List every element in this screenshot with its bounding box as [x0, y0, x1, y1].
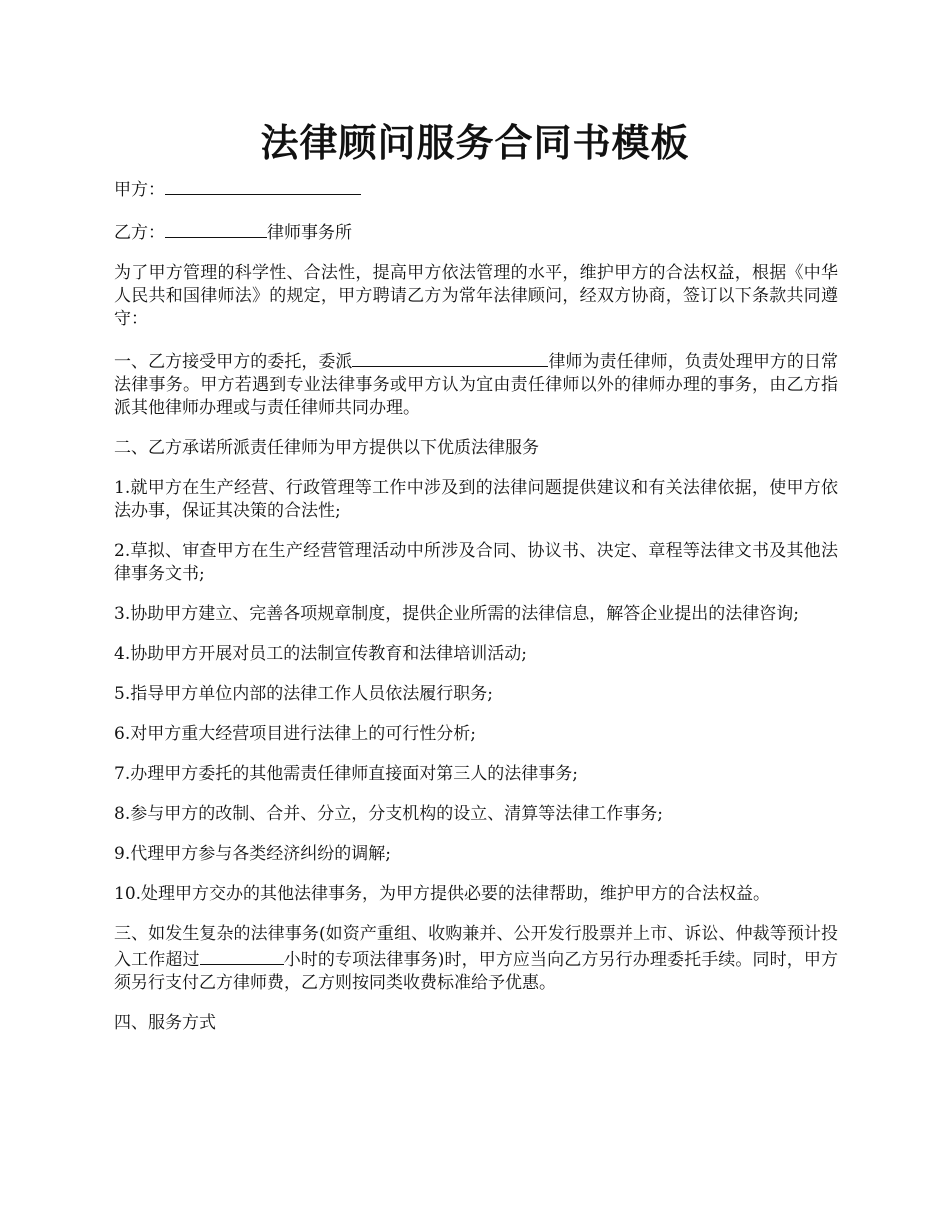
service-item: 1.就甲方在生产经营、行政管理等工作中涉及到的法律问题提供建议和有关法律依据，使甲方依法办事，保证其决策的合法性; [114, 478, 838, 521]
clause-1 [114, 348, 838, 420]
service-item: 6.对甲方重大经营项目进行法律上的可行性分析; [114, 724, 476, 744]
service-item: 10.处理甲方交办的其他法律事务，为甲方提供必要的法律帮助，维护甲方的合法权益。 [114, 884, 771, 904]
clause-1-suffix: 律师为责任律师，负责处理甲方的日常法律事务。甲方若遇到专业法律事务或甲方认为宜由责任律师以外的律师办理的事务，由乙方指派其他律师办理或与责任律师共同办理。 [114, 352, 839, 418]
party-b-label: 乙方： [114, 223, 165, 243]
service-item: 2.草拟、审查甲方在生产经营管理活动中所涉及合同、协议书、决定、章程等法律文书及其他法律事务文书; [114, 541, 838, 584]
clause-3-suffix: 小时的专项法律事务)时，甲方应当向乙方另行办理委托手续。同时，甲方须另行支付乙方律师费，乙方则按同类收费标准给予优惠。 [114, 950, 838, 993]
clause-1-blank [352, 348, 548, 367]
clause-3-blank [200, 946, 284, 965]
party-a-line [114, 176, 838, 202]
party-a-label: 甲方： [114, 180, 165, 200]
clause-3 [114, 923, 838, 995]
service-item: 7.办理甲方委托的其他需责任律师直接面对第三人的法律事务; [114, 764, 578, 784]
party-b-suffix: 律师事务所 [267, 223, 352, 243]
document-title: 法律顾问服务合同书模板 [260, 120, 690, 165]
service-item: 9.代理甲方参与各类经济纠纷的调解; [114, 844, 391, 864]
clause-2-heading: 二、乙方承诺所派责任律师为甲方提供以下优质法律服务 [114, 438, 539, 458]
clause-4-heading: 四、服务方式 [114, 1013, 216, 1033]
service-item: 4.协助甲方开展对员工的法制宣传教育和法律培训活动; [114, 644, 527, 664]
clause-1-prefix: 一、乙方接受甲方的委托，委派 [114, 352, 353, 372]
service-item: 3.协助甲方建立、完善各项规章制度，提供企业所需的法律信息，解答企业提出的法律咨询; [114, 604, 799, 624]
intro-paragraph: 为了甲方管理的科学性、合法性，提高甲方依法管理的水平，维护甲方的合法权益，根据《中华人民共和国律师法》的规定，甲方聘请乙方为常年法律顾问，经双方协商，签订以下条款共同遵守： [114, 263, 838, 329]
clause-3-prefix: 三、如发生复杂的法律事务(如资产重组、收购兼并、公开发行股票并上市、诉讼、仲裁等预计投入工作超过 [114, 924, 838, 970]
document-body [114, 176, 838, 1052]
party-b-blank [165, 219, 267, 238]
service-item: 5.指导甲方单位内部的法律工作人员依法履行职务; [114, 684, 493, 704]
party-b-line [114, 219, 838, 245]
party-a-blank [165, 176, 361, 195]
service-item: 8.参与甲方的改制、合并、分立，分支机构的设立、清算等法律工作事务; [114, 804, 663, 824]
